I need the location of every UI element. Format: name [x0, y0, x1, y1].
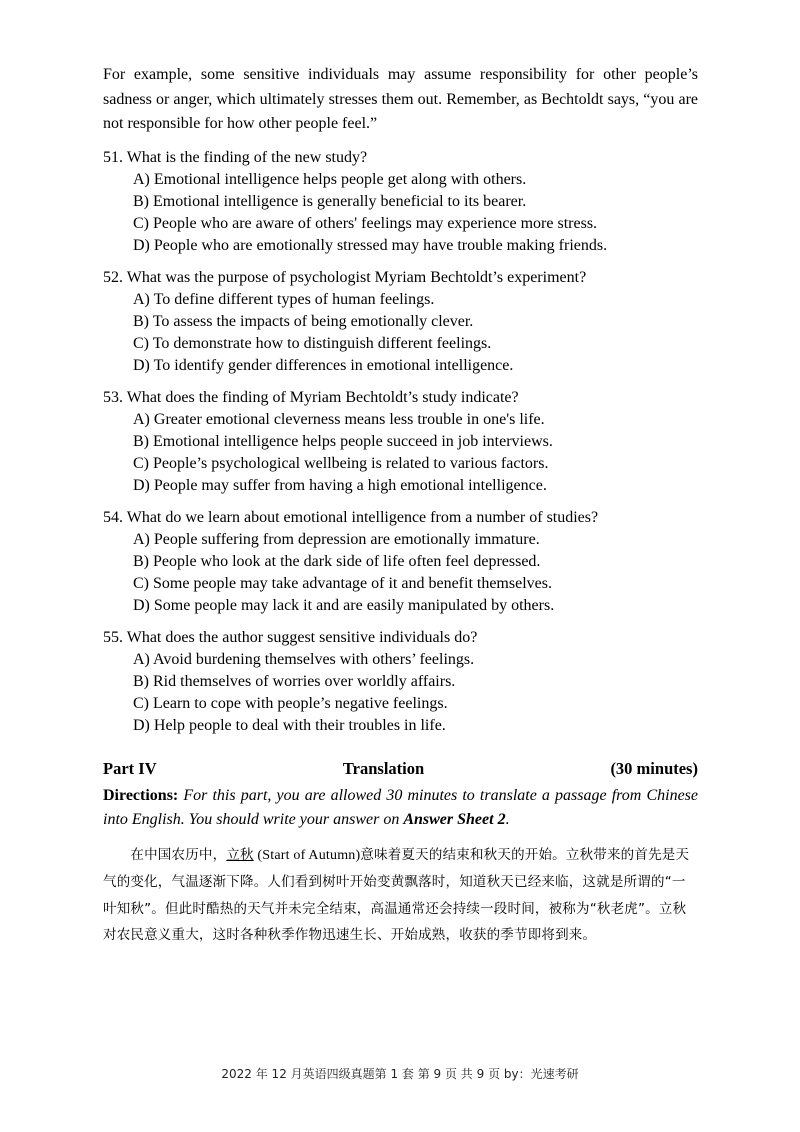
option-b: B) To assess the impacts of being emotionally clever. — [133, 312, 474, 330]
passage-body: 意味着夏天的结束和秋天的开始。立秋带来的首先是天气的变化，气温逐渐下降。人们看到树叶开始变黄飘落时，知道秋天已经来临，这就是所谓的“一叶知秋”。但此时酷热的天气并未完全结束，高温通常还会持续一段时间，被称为“秋老虎”。立秋对农民意义重大，这时各种秋季作物迅速生长、开始成熟，收获的季节即将到来。 — [103, 846, 690, 943]
option-d: D) To identify gender differences in emotional intelligence. — [133, 356, 514, 374]
question-55 — [103, 627, 698, 737]
directions-end: . — [505, 810, 510, 828]
chinese-passage — [103, 842, 698, 949]
part-header — [103, 757, 698, 781]
question-52 — [103, 267, 698, 377]
option-a: A) Avoid burdening themselves with others’ feelings. — [133, 650, 475, 668]
option-a: A) People suffering from depression are emotionally immature. — [133, 530, 540, 548]
question-54 — [103, 507, 698, 617]
part-title: Translation — [342, 758, 425, 778]
page-footer: 2022 年 12 月英语四级真题第 1 套 第 9 页 共 9 页 by：光速考研 — [221, 1067, 579, 1081]
question-51 — [103, 147, 698, 257]
question-stem: 54. What do we learn about emotional intelligence from a number of studies? — [103, 508, 599, 526]
option-d: D) Some people may lack it and are easily manipulated by others. — [133, 596, 555, 614]
option-c: C) Learn to cope with people’s negative feelings. — [133, 694, 448, 712]
option-c: C) To demonstrate how to distinguish different feelings. — [133, 334, 492, 352]
option-c: C) People’s psychological wellbeing is related to various factors. — [133, 454, 549, 472]
answer-sheet-ref: Answer Sheet 2 — [403, 810, 506, 828]
question-stem: 53. What does the finding of Myriam Bechtoldt’s study indicate? — [103, 388, 519, 406]
directions — [103, 784, 698, 832]
part-time: (30 minutes) — [610, 758, 698, 778]
option-b: B) Emotional intelligence helps people succeed in job interviews. — [133, 432, 553, 450]
option-b: B) Rid themselves of worries over worldly affairs. — [133, 672, 456, 690]
option-b: B) People who look at the dark side of life often feel depressed. — [133, 552, 541, 570]
option-d: D) People who are emotionally stressed may have trouble making friends. — [133, 236, 608, 254]
option-c: C) People who are aware of others' feelings may experience more stress. — [133, 214, 598, 232]
question-list — [103, 147, 698, 737]
part-label: Part IV — [103, 758, 157, 778]
question-stem: 55. What does the author suggest sensitive individuals do? — [103, 628, 478, 646]
passage-lead: 在中国农历中， — [130, 846, 227, 863]
exam-page — [103, 63, 698, 949]
question-stem: 52. What was the purpose of psychologist Myriam Bechtoldt’s experiment? — [103, 268, 587, 286]
option-b: B) Emotional intelligence is generally beneficial to its bearer. — [133, 192, 527, 210]
directions-text: For this part, you are allowed 30 minutes to translate a passage from Chinese into English. You should write your answer on — [103, 786, 699, 828]
intro-paragraph: For example, some sensitive individuals may assume responsibility for other people’s sadness or anger, which ultimately stresses them out. Remember, as Bechtoldt says, “you are not responsible for how other people feel.” — [103, 66, 698, 132]
option-a: A) Emotional intelligence helps people get along with others. — [133, 170, 527, 188]
option-c: C) Some people may take advantage of it and benefit themselves. — [133, 574, 552, 592]
passage-gloss: (Start of Autumn) — [253, 847, 361, 863]
directions-label: Directions: — [103, 786, 179, 804]
option-a: A) Greater emotional cleverness means less trouble in one's life. — [133, 410, 545, 428]
option-d: D) People may suffer from having a high emotional intelligence. — [133, 476, 547, 494]
option-a: A) To define different types of human feelings. — [133, 290, 435, 308]
passage-term: 立秋 — [226, 846, 254, 863]
question-stem: 51. What is the finding of the new study? — [103, 148, 368, 166]
option-d: D) Help people to deal with their troubles in life. — [133, 716, 446, 734]
question-53 — [103, 387, 698, 497]
